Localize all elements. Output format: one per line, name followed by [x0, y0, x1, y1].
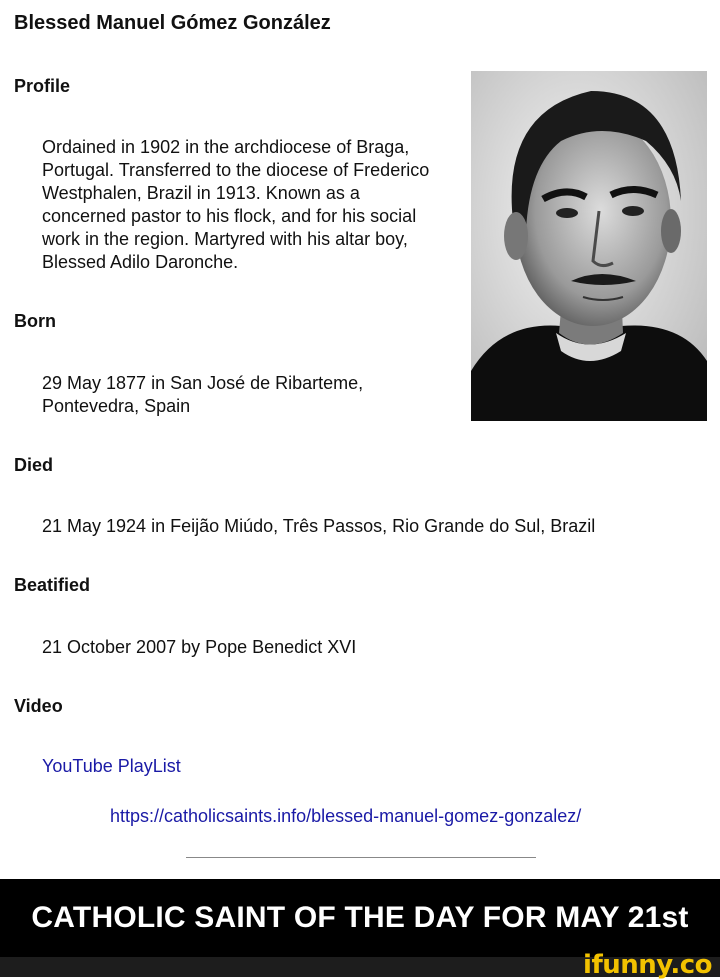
- profile-line: Portugal. Transferred to the diocese of Frederico: [42, 160, 430, 180]
- beatified-text: [42, 636, 356, 659]
- divider: [186, 857, 536, 858]
- video-heading: Video: [14, 696, 63, 716]
- died-heading: Died: [14, 455, 54, 475]
- beatified-heading: Beatified: [14, 575, 91, 595]
- died-line: 21 May 1924 in Feijão Miúdo, Três Passos, Rio Grande do Sul, Brazil: [42, 516, 596, 536]
- died-text: [42, 515, 595, 538]
- born-heading: Born: [14, 311, 56, 331]
- profile-line: concerned pastor to his flock, and for his social: [42, 206, 417, 226]
- born-text: [42, 372, 363, 418]
- portrait-image: [471, 71, 707, 421]
- saint-of-day-banner: CATHOLIC SAINT OF THE DAY FOR MAY 21st: [0, 879, 720, 957]
- profile-line: Blessed Adilo Daronche.: [42, 252, 239, 272]
- profile-line: Ordained in 1902 in the archdiocese of Braga,: [42, 137, 410, 157]
- beatified-line: 21 October 2007 by Pope Benedict XVI: [42, 637, 357, 657]
- saint-portrait: [471, 71, 707, 421]
- born-line: 29 May 1877 in San José de Ribarteme,: [42, 373, 364, 393]
- source-url-link[interactable]: https://catholicsaints.info/blessed-manuel-gomez-gonzalez/: [110, 806, 582, 826]
- born-line: Pontevedra, Spain: [42, 396, 191, 416]
- profile-heading: Profile: [14, 76, 71, 96]
- youtube-playlist-link[interactable]: YouTube PlayList: [42, 756, 181, 776]
- ifunny-watermark: ifunny.co: [583, 950, 712, 980]
- profile-line: Westphalen, Brazil in 1913. Known as a: [42, 183, 360, 203]
- page-title: Blessed Manuel Gómez González: [14, 12, 331, 34]
- profile-text: [42, 136, 429, 274]
- profile-line: work in the region. Martyred with his altar boy,: [42, 229, 408, 249]
